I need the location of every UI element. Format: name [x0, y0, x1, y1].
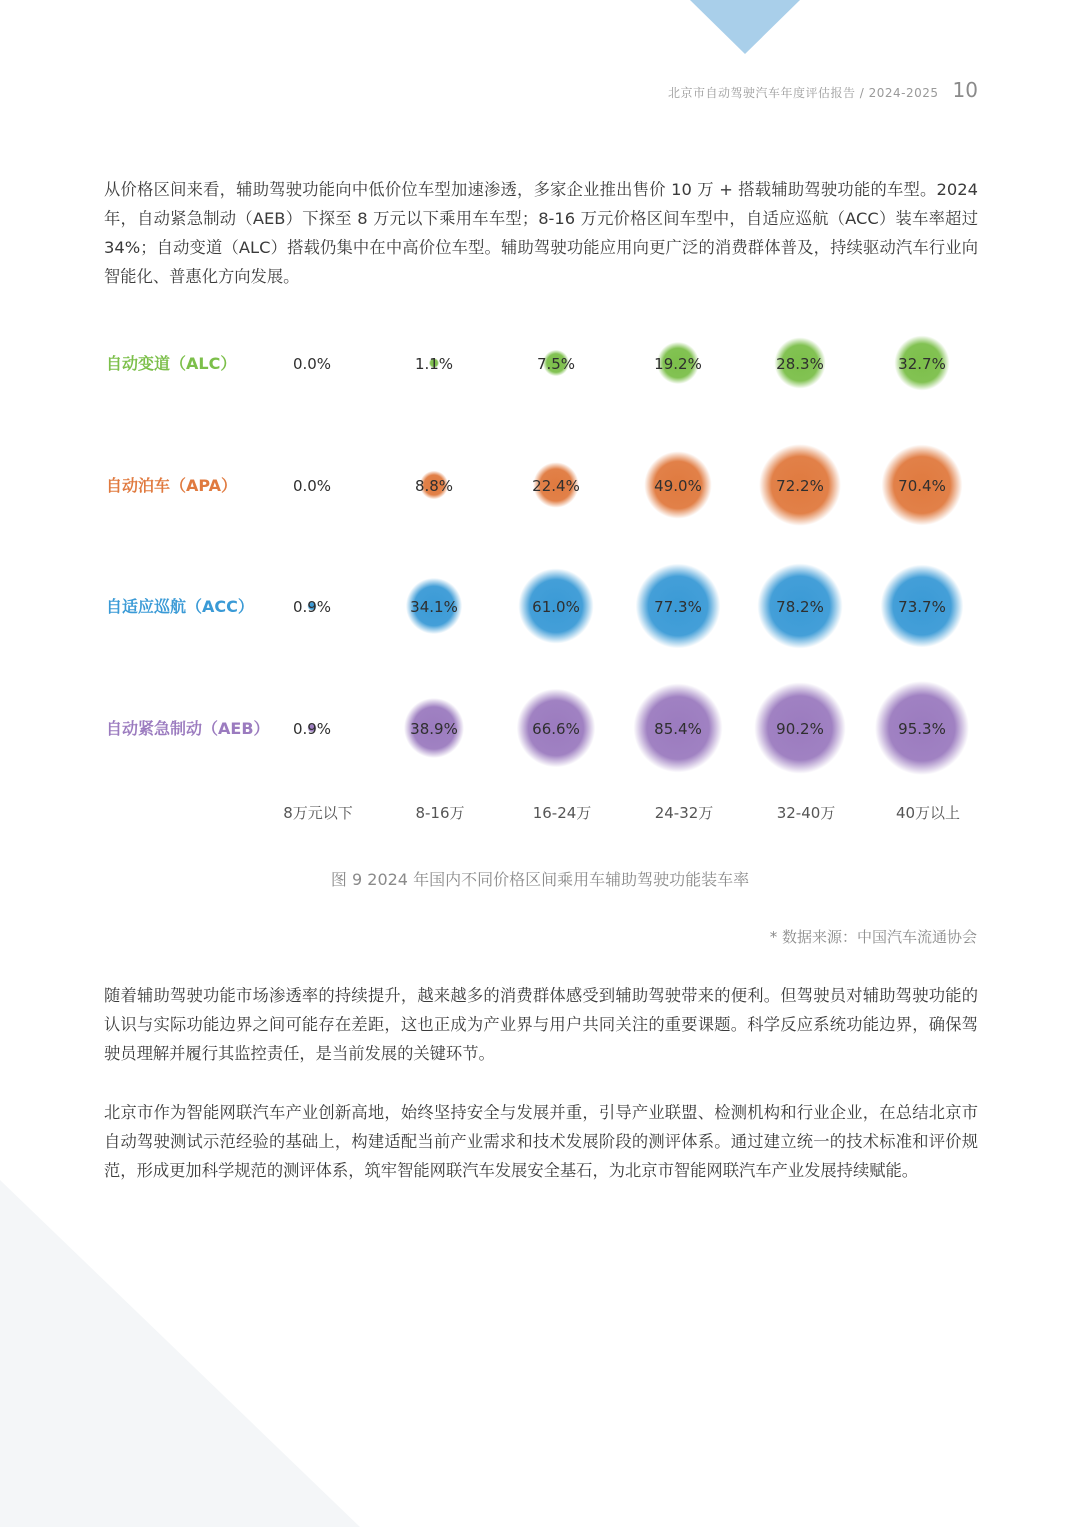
value-label-apa-4: 72.2% — [776, 477, 824, 495]
value-label-acc-0: 0.9% — [292, 598, 332, 616]
value-label-alc-5: 32.7% — [898, 355, 946, 373]
page-number: 10 — [952, 78, 978, 102]
value-label-alc-4: 28.3% — [776, 355, 824, 373]
category-label-2: 16-24万 — [532, 804, 592, 822]
row-label-apa: 自动泊车（APA） — [106, 476, 238, 495]
category-label-3: 24-32万 — [654, 804, 714, 822]
value-label-acc-2: 61.0% — [532, 598, 580, 616]
decorative-corner-shape — [0, 1180, 360, 1527]
value-label-apa-2: 22.4% — [532, 477, 580, 495]
figure-caption: 图 9 2024 年国内不同价格区间乘用车辅助驾驶功能装车率 — [330, 870, 750, 889]
value-label-alc-0: 0.0% — [292, 355, 332, 373]
value-label-apa-3: 49.0% — [654, 477, 702, 495]
category-label-4: 32-40万 — [776, 804, 836, 822]
value-label-acc-3: 77.3% — [654, 598, 702, 616]
bubble-chart — [0, 300, 1080, 840]
decorative-corner-triangle — [690, 0, 800, 54]
row-label-alc: 自动变道（ALC） — [106, 354, 237, 373]
value-label-apa-0: 0.0% — [292, 477, 332, 495]
value-label-acc-5: 73.7% — [898, 598, 946, 616]
report-title: 北京市自动驾驶汽车年度评估报告 / 2024-2025 — [667, 86, 939, 100]
category-label-1: 8-16万 — [415, 804, 465, 822]
value-label-aeb-0: 0.9% — [292, 720, 332, 738]
value-label-acc-4: 78.2% — [776, 598, 824, 616]
value-label-apa-5: 70.4% — [898, 477, 946, 495]
value-label-alc-1: 1.1% — [414, 355, 454, 373]
data-source: * 数据来源：中国汽车流通协会 — [769, 928, 977, 946]
value-label-aeb-5: 95.3% — [898, 720, 946, 738]
value-label-apa-1: 8.8% — [414, 477, 454, 495]
category-label-0: 8万元以下 — [283, 804, 353, 822]
value-label-aeb-2: 66.6% — [532, 720, 580, 738]
page-header — [668, 78, 978, 102]
value-label-aeb-1: 38.9% — [410, 720, 458, 738]
paragraph-beijing: 北京市作为智能网联汽车产业创新高地，始终坚持安全与发展并重，引导产业联盟、检测机构和行业企业，在总结北京市自动驾驶测试示范经验的基础上，构建适配当前产业需求和技术发展阶段的测评体系。通过建立统一的技术标准和评价规范，形成更加科学规范的测评体系，筑牢智能网联汽车发展安全基石，为北京市智能网联汽车产业发展持续赋能。 — [104, 1103, 978, 1180]
value-label-aeb-4: 90.2% — [776, 720, 824, 738]
value-label-acc-1: 34.1% — [410, 598, 458, 616]
value-label-alc-3: 19.2% — [654, 355, 702, 373]
value-label-aeb-3: 85.4% — [654, 720, 702, 738]
category-label-5: 40万以上 — [895, 804, 961, 822]
value-label-alc-2: 7.5% — [536, 355, 576, 373]
row-label-aeb: 自动紧急制动（AEB） — [106, 719, 270, 738]
paragraph-price-range: 从价格区间来看，辅助驾驶功能向中低价位车型加速渗透，多家企业推出售价 10 万 + 搭载辅助驾驶功能的车型。2024 年，自动紧急制动（AEB）下探至 8 万元以下乘用车车型；8-16 万元价格区间车型中，自适应巡航（ACC）装车率超过 34%；自动变道（ALC）搭载仍集中在中高价位车型。辅助驾驶功能应用向更广泛的消费群体普及，持续驱动汽车行业向智能化、普惠化方向发展。 — [104, 180, 978, 286]
row-label-acc: 自适应巡航（ACC） — [106, 597, 254, 616]
paragraph-boundary: 随着辅助驾驶功能市场渗透率的持续提升，越来越多的消费群体感受到辅助驾驶带来的便利。但驾驶员对辅助驾驶功能的认识与实际功能边界之间可能存在差距，这也正成为产业界与用户共同关注的重要课题。科学反应系统功能边界，确保驾驶员理解并履行其监控责任，是当前发展的关键环节。 — [104, 986, 978, 1063]
